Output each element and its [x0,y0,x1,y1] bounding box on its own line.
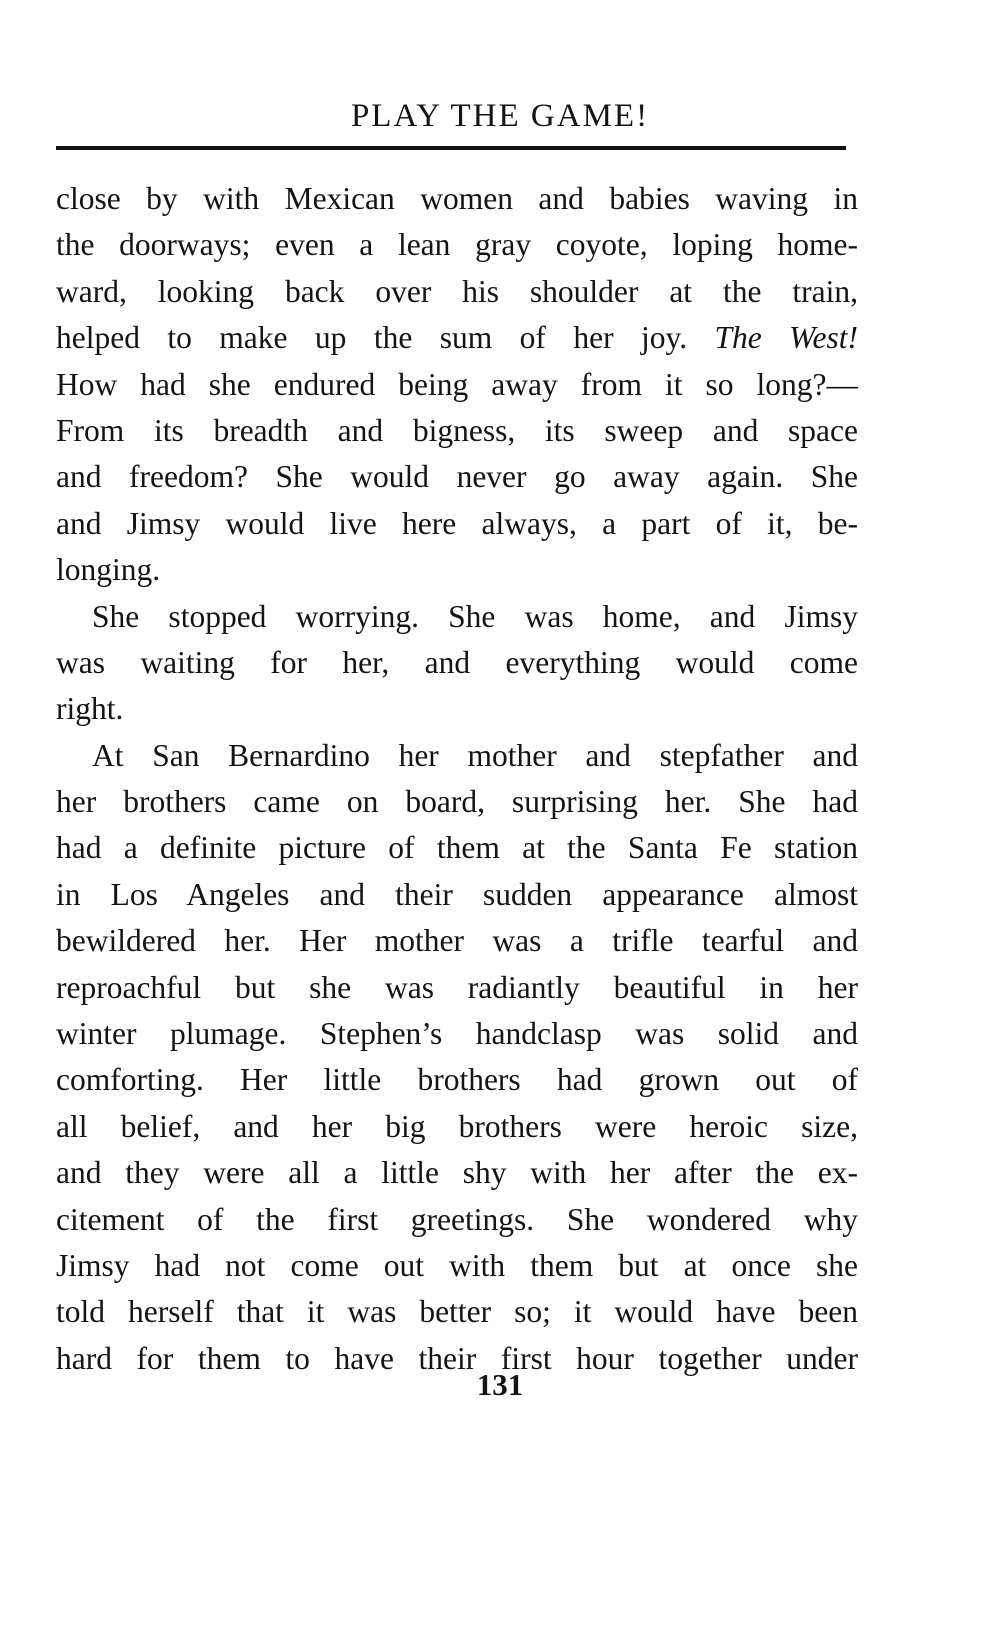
body-text [56,176,858,1382]
text-line: close by with Mexican women and babies waving in [56,181,858,216]
text-line: longing. [56,552,161,588]
text-line: ward, looking back over his shoulder at the train, [56,273,858,309]
text-line: Jimsy had not come out with them but at once she [56,1247,858,1283]
text-line: At San Bernardino her mother and stepfather and [92,737,858,773]
text-line: reproachful but she was radiantly beautiful in her [56,969,858,1005]
text-line: and they were all a little shy with her after the ex- [56,1155,858,1191]
text-line: and freedom? She would never go away again. She [56,459,858,495]
text-line: all belief, and her big brothers were heroic size, [56,1108,858,1144]
text-line: in Los Angeles and their sudden appearance almost [56,876,858,912]
text-line: the doorways; even a lean gray coyote, loping home- [56,227,858,263]
text-line: and Jimsy would live here always, a part of it, be- [56,505,858,541]
text-line-start: helped to make up the sum of her joy. [56,320,715,356]
text-line: comforting. Her little brothers had grown out of [56,1062,858,1098]
running-head: PLAY THE GAME! [350,98,650,134]
text-line: had a definite picture of them at the Santa Fe station [56,830,858,866]
text-line: told herself that it was better so; it would have been [56,1294,858,1330]
text-line: How had she endured being away from it so long?— [56,366,858,402]
text-line: hard for them to have their first hour together under [56,1340,858,1376]
text-line [56,315,858,361]
text-line: She stopped worrying. She was home, and Jimsy [92,598,858,634]
text-line: her brothers came on board, surprising her. She had [56,784,858,820]
text-line: bewildered her. Her mother was a trifle tearful and [56,923,858,959]
italic-phrase: The West! [714,320,858,356]
text-line: citement of the first greetings. She wondered why [56,1201,858,1237]
text-line: winter plumage. Stephen’s handclasp was solid and [56,1016,858,1052]
text-line: From its breadth and bigness, its sweep and space [56,412,858,448]
text-line: right. [56,691,124,727]
page-number: 131 [476,1367,524,1402]
text-line: was waiting for her, and everything would come [56,644,858,680]
header-rule [56,146,846,150]
